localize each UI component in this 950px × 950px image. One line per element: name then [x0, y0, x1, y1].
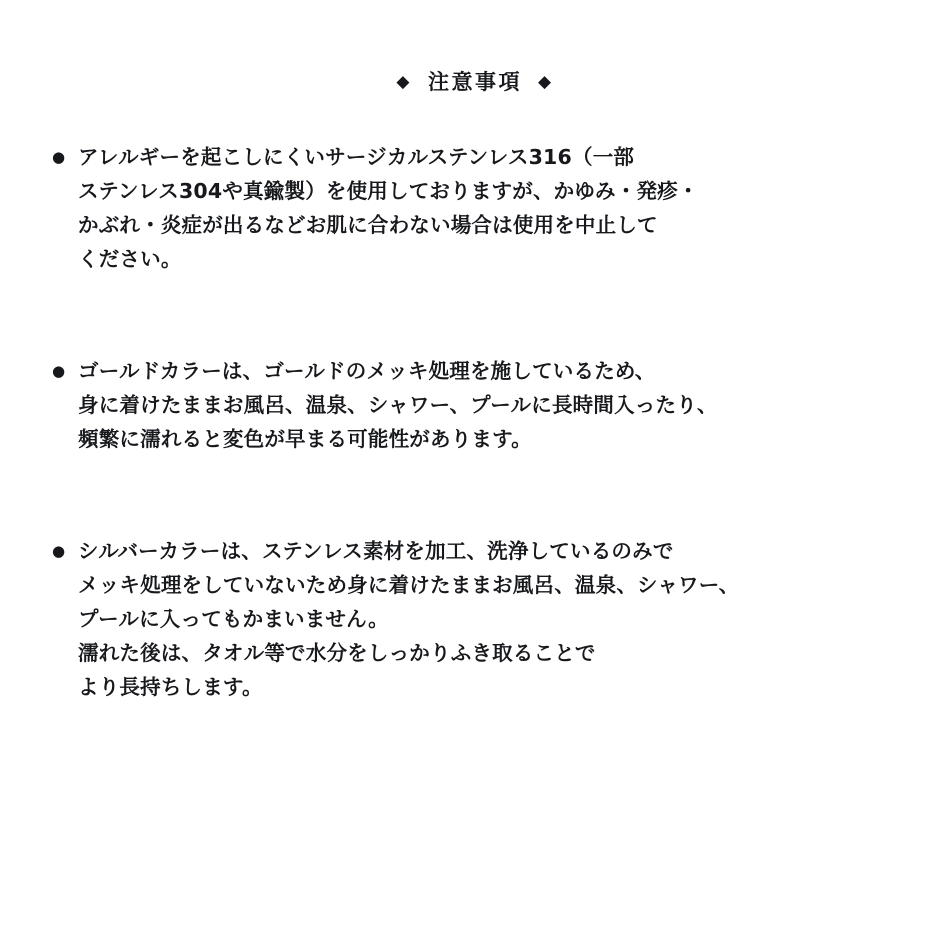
- page-title-text: 注意事項: [427, 70, 523, 94]
- list-item: [52, 534, 898, 704]
- notes-list: [52, 140, 898, 704]
- note-line: ステンレス304や真鍮製）を使用しておりますが、かゆみ・発疹・: [78, 179, 699, 203]
- list-item: [52, 354, 898, 456]
- note-line: 頻繁に濡れると変色が早まる可能性があります。: [78, 427, 532, 451]
- note-line: より長持ちします。: [78, 675, 263, 699]
- bullet-icon: ●: [52, 542, 66, 560]
- note-text-block: [78, 534, 898, 704]
- list-item: [52, 140, 898, 276]
- note-line: ゴールドカラーは、ゴールドのメッキ処理を施しているため、: [78, 359, 656, 383]
- bullet-icon: ●: [52, 362, 66, 380]
- diamond-right-icon: ◆: [538, 71, 554, 92]
- diamond-left-icon: ◆: [396, 71, 412, 92]
- note-line: 身に着けたままお風呂、温泉、シャワー、プールに長時間入ったり、: [78, 393, 718, 417]
- note-line: シルバーカラーは、ステンレス素材を加工、洗浄しているのみで: [78, 539, 674, 563]
- note-line: プールに入ってもかまいません。: [78, 607, 389, 631]
- note-line: アレルギーを起こしにくいサージカルステンレス316（一部: [78, 145, 635, 169]
- bullet-icon: ●: [52, 148, 66, 166]
- note-line: メッキ処理をしていないため身に着けたままお風呂、温泉、シャワー、: [78, 573, 740, 597]
- note-line: ください。: [78, 247, 182, 271]
- note-text-block: [78, 354, 898, 456]
- note-text-block: [78, 140, 898, 276]
- note-line: 濡れた後は、タオル等で水分をしっかりふき取ることで: [78, 641, 596, 665]
- page-title: [52, 66, 898, 96]
- note-line: かぶれ・炎症が出るなどお肌に合わない場合は使用を中止して: [78, 213, 658, 237]
